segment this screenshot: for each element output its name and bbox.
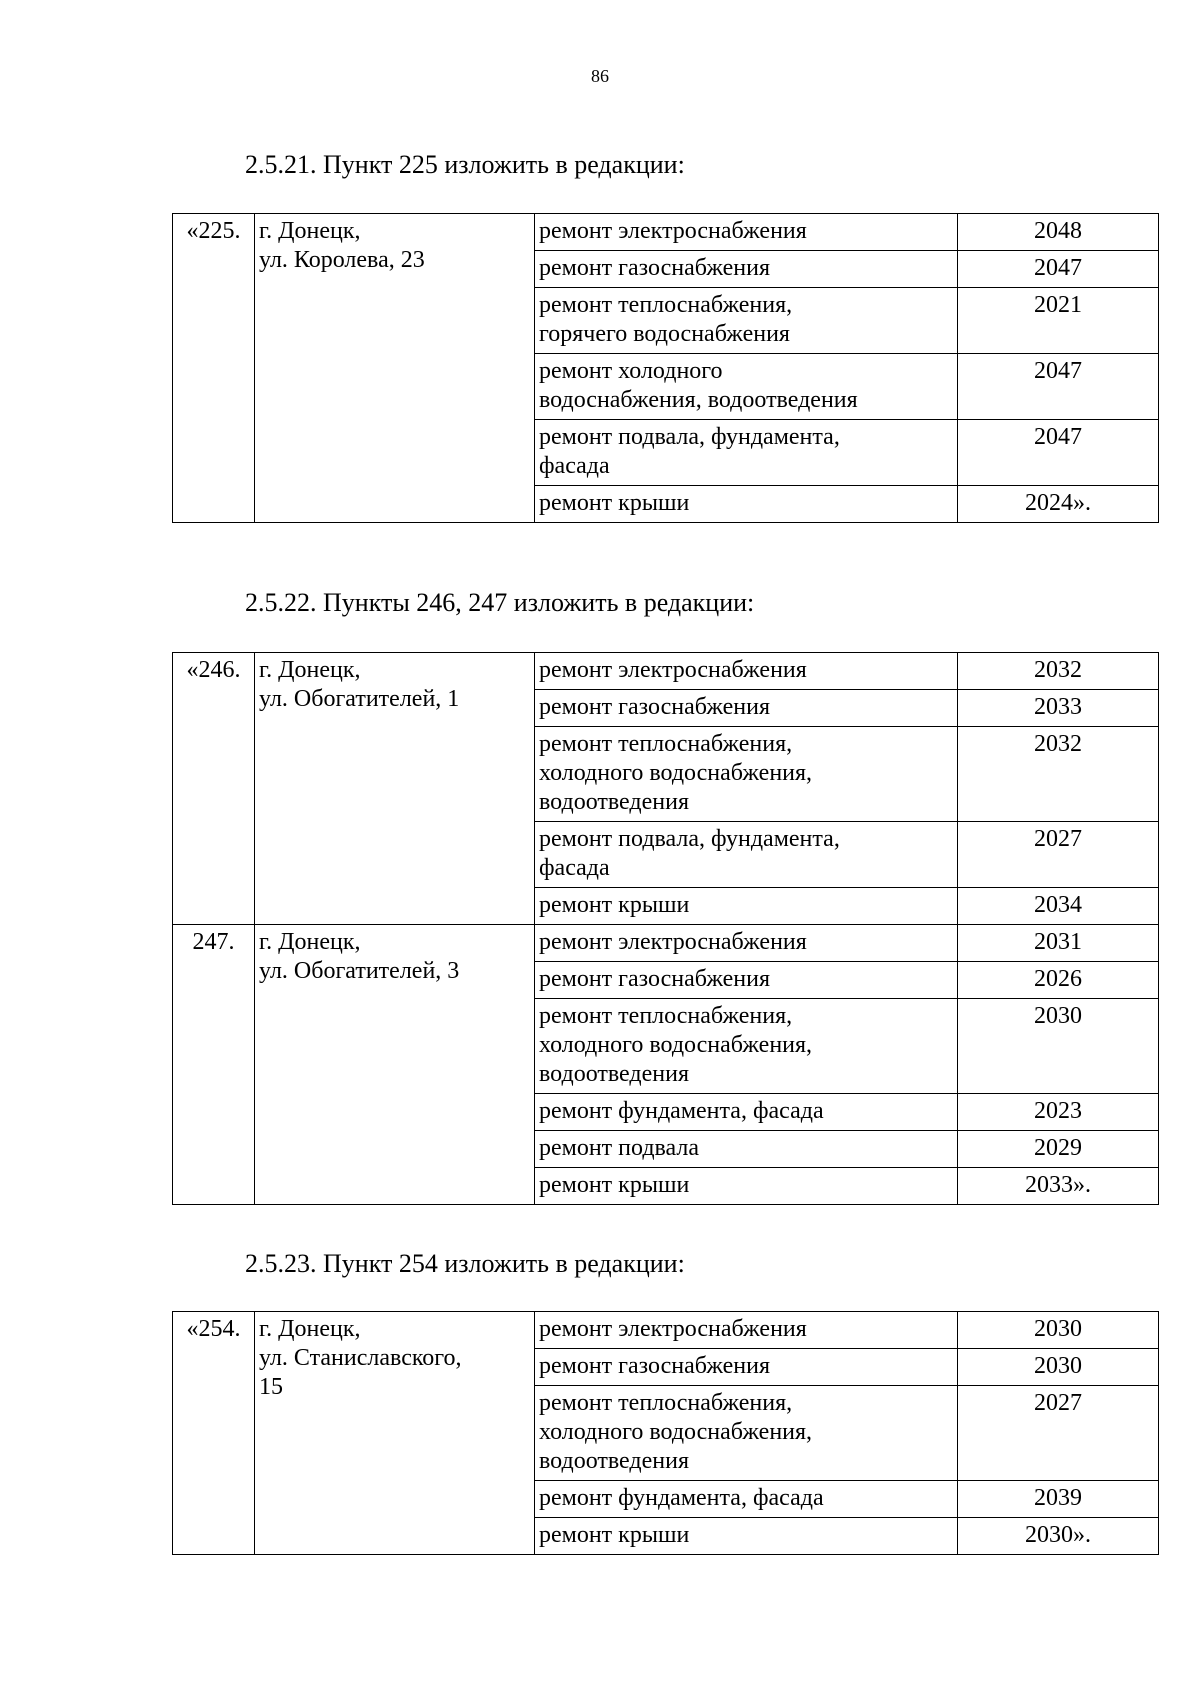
work-type-cell	[535, 1094, 958, 1131]
cell-text-line: ремонт газоснабжения	[539, 694, 771, 720]
work-type-cell	[535, 999, 958, 1094]
cell-text-line: ремонт подвала, фундамента,	[539, 826, 840, 852]
repair-schedule-table	[172, 1311, 1159, 1555]
work-type-cell	[535, 288, 958, 354]
cell-text-line: г. Донецк,	[259, 218, 361, 244]
cell-text-line: ремонт электроснабжения	[539, 929, 807, 955]
section-heading: 2.5.22. Пункты 246, 247 изложить в редакции:	[245, 588, 755, 617]
year-cell: 2034	[958, 888, 1159, 925]
cell-text-line: ремонт теплоснабжения,	[539, 292, 793, 318]
item-number: 247.	[173, 925, 255, 1205]
cell-text-line: ул. Королева, 23	[259, 247, 425, 273]
cell-text-line: ул. Обогатителей, 3	[259, 958, 460, 984]
cell-text-line: ремонт теплоснабжения,	[539, 731, 793, 757]
cell-text-line: водоотведения	[539, 789, 689, 815]
work-type-cell	[535, 962, 958, 999]
work-type-cell	[535, 1349, 958, 1386]
item-number: «225.	[173, 214, 255, 523]
repair-schedule-table	[172, 213, 1159, 523]
year-cell: 2030	[958, 1349, 1159, 1386]
year-cell: 2021	[958, 288, 1159, 354]
work-type-cell	[535, 214, 958, 251]
year-cell: 2032	[958, 653, 1159, 690]
table-row	[173, 653, 1159, 690]
year-cell: 2023	[958, 1094, 1159, 1131]
year-cell: 2027	[958, 822, 1159, 888]
cell-text-line: ул. Станиславского,	[259, 1345, 462, 1371]
work-type-cell	[535, 822, 958, 888]
year-cell: 2047	[958, 420, 1159, 486]
year-cell: 2030	[958, 999, 1159, 1094]
work-type-cell	[535, 354, 958, 420]
cell-text-line: ремонт крыши	[539, 1172, 690, 1198]
work-type-cell	[535, 251, 958, 288]
cell-text-line: водоотведения	[539, 1448, 689, 1474]
address-cell	[255, 214, 535, 523]
cell-text-line: ремонт электроснабжения	[539, 657, 807, 683]
cell-text-line: ремонт крыши	[539, 490, 690, 516]
repair-schedule-table	[172, 652, 1159, 1205]
cell-text-line: холодного водоснабжения,	[539, 760, 813, 786]
section-heading: 2.5.23. Пункт 254 изложить в редакции:	[245, 1249, 685, 1278]
section-heading: 2.5.21. Пункт 225 изложить в редакции:	[245, 150, 685, 179]
year-cell: 2047	[958, 354, 1159, 420]
work-type-cell	[535, 1386, 958, 1481]
cell-text-line: ремонт подвала	[539, 1135, 700, 1161]
year-cell: 2032	[958, 727, 1159, 822]
cell-text-line: ремонт холодного	[539, 358, 723, 384]
cell-text-line: фасада	[539, 855, 610, 881]
cell-text-line: ремонт фундамента, фасада	[539, 1485, 824, 1511]
cell-text-line: ремонт электроснабжения	[539, 1316, 807, 1342]
work-type-cell	[535, 1131, 958, 1168]
year-cell: 2027	[958, 1386, 1159, 1481]
year-cell: 2026	[958, 962, 1159, 999]
cell-text-line: фасада	[539, 453, 610, 479]
table-row	[173, 1312, 1159, 1349]
work-type-cell	[535, 653, 958, 690]
cell-text-line: г. Донецк,	[259, 929, 361, 955]
table-row	[173, 925, 1159, 962]
cell-text-line: ремонт газоснабжения	[539, 966, 771, 992]
cell-text-line: ремонт теплоснабжения,	[539, 1390, 793, 1416]
cell-text-line: горячего водоснабжения	[539, 321, 790, 347]
work-type-cell	[535, 690, 958, 727]
cell-text-line: ремонт фундамента, фасада	[539, 1098, 824, 1124]
work-type-cell	[535, 420, 958, 486]
year-cell: 2031	[958, 925, 1159, 962]
cell-text-line: ремонт крыши	[539, 892, 690, 918]
year-cell: 2033	[958, 690, 1159, 727]
year-cell: 2029	[958, 1131, 1159, 1168]
year-cell: 2047	[958, 251, 1159, 288]
item-number: «254.	[173, 1312, 255, 1555]
work-type-cell	[535, 1481, 958, 1518]
year-cell: 2030».	[958, 1518, 1159, 1555]
cell-text-line: г. Донецк,	[259, 1316, 361, 1342]
year-cell: 2048	[958, 214, 1159, 251]
cell-text-line: холодного водоснабжения,	[539, 1419, 813, 1445]
work-type-cell	[535, 1518, 958, 1555]
address-cell	[255, 925, 535, 1205]
cell-text-line: г. Донецк,	[259, 657, 361, 683]
cell-text-line: 15	[259, 1374, 283, 1400]
cell-text-line: холодного водоснабжения,	[539, 1032, 813, 1058]
year-cell: 2024».	[958, 486, 1159, 523]
year-cell: 2030	[958, 1312, 1159, 1349]
work-type-cell	[535, 925, 958, 962]
cell-text-line: водоотведения	[539, 1061, 689, 1087]
year-cell: 2033».	[958, 1168, 1159, 1205]
work-type-cell	[535, 1312, 958, 1349]
cell-text-line: ул. Обогатителей, 1	[259, 686, 460, 712]
work-type-cell	[535, 727, 958, 822]
cell-text-line: ремонт газоснабжения	[539, 255, 771, 281]
address-cell	[255, 653, 535, 925]
cell-text-line: ремонт подвала, фундамента,	[539, 424, 840, 450]
cell-text-line: ремонт крыши	[539, 1522, 690, 1548]
cell-text-line: ремонт электроснабжения	[539, 218, 807, 244]
cell-text-line: ремонт теплоснабжения,	[539, 1003, 793, 1029]
year-cell: 2039	[958, 1481, 1159, 1518]
work-type-cell	[535, 1168, 958, 1205]
work-type-cell	[535, 888, 958, 925]
address-cell	[255, 1312, 535, 1555]
cell-text-line: ремонт газоснабжения	[539, 1353, 771, 1379]
table-row	[173, 214, 1159, 251]
item-number: «246.	[173, 653, 255, 925]
cell-text-line: водоснабжения, водоотведения	[539, 387, 858, 413]
work-type-cell	[535, 486, 958, 523]
page-number: 86	[591, 66, 609, 86]
